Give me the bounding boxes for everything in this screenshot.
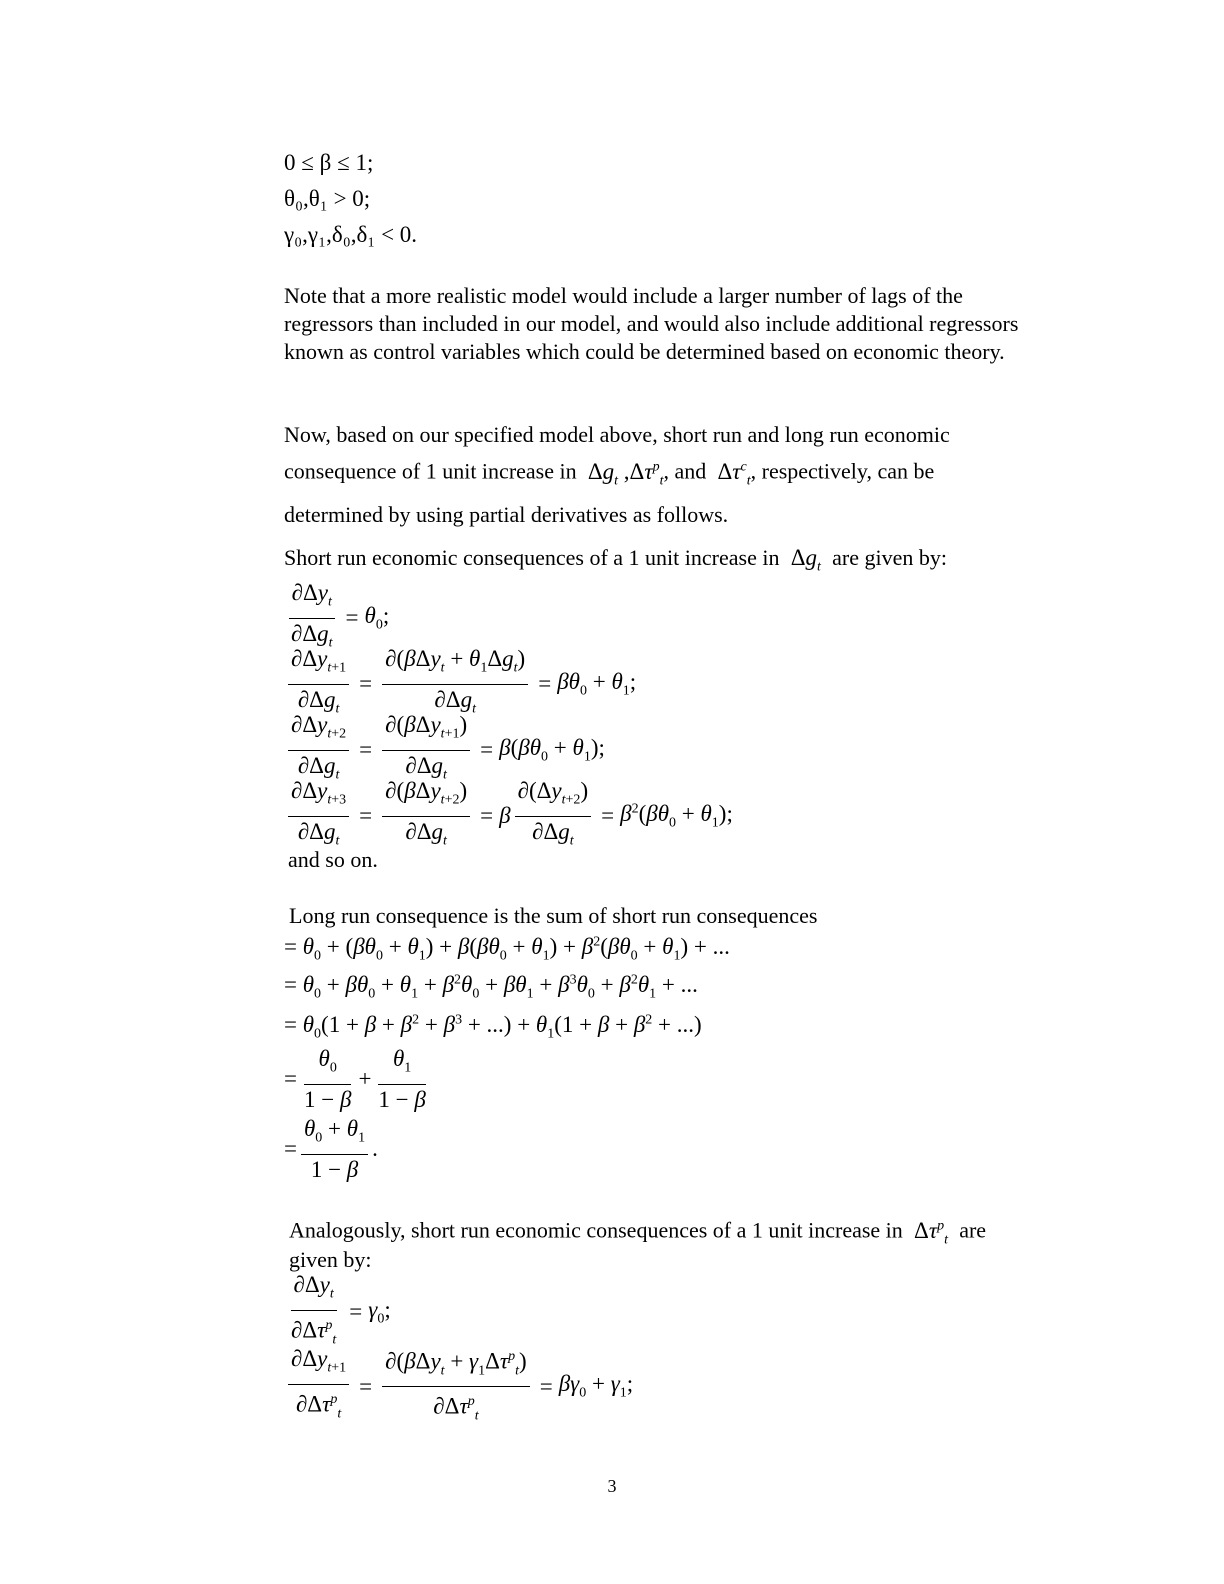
analog-intro: Analogously, short run economic consequences of a 1 unit increase in $\Delta\tau^p_t$ are	[289, 1217, 987, 1248]
constraint-gamma-delta: γ₀,γ₁,δ₀,δ₁ < 0.	[284, 222, 418, 247]
now-line-2: consequence of 1 unit increase in $\Delta g_t$ $,\Delta\tau^p_t$, and $\Delta\tau^c_t$, respectively, can be	[284, 458, 935, 489]
and-so-on: and so on.	[288, 847, 378, 872]
now-line-1: Now, based on our specified model above, short run and long run economic	[284, 422, 950, 447]
long-run-intro: Long run consequence is the sum of short run consequences	[289, 903, 818, 928]
long-run-line-2: = $\theta_0 + \beta\theta_0 + \theta_1 + \beta^2\theta_0 + \beta\theta_1 + \beta^3\theta_0 + \beta^2\theta_1$ + ...	[284, 972, 698, 1002]
short-run-g-intro: Short run economic consequences of a 1 unit increase in $\Delta g_t$ are given by:	[284, 545, 947, 575]
long-run-line-3: = $\theta_0(1 + \beta + \beta^2 + \beta^3$ + ...) + $\theta_1(1 + \beta + \beta^2$ + ...)	[284, 1012, 702, 1042]
long-run-line-4: = $\frac{\theta_0}{1 - \beta}$ + $\frac{\theta_1}{1 - \beta}$	[284, 1046, 426, 1112]
now-line-3: determined by using partial derivatives as follows.	[284, 502, 729, 528]
note-paragraph: Note that a more realistic model would include a larger number of lags of the regressors than included in our model, and would also include additional regressors known as control variables which could be determined based on economic theory.	[284, 283, 1019, 364]
constraint-beta: 0 ≤ β ≤ 1;	[284, 150, 374, 175]
equation-dy-t1-tau: $\frac{\partial\Delta y_{t+1}}{\partial\Delta\tau^p_t}$ = $\frac{\partial(\beta\Delta y_t + \gamma_1\Delta\tau^p_t)}{\partial\Delta\tau^p_t}$ = $\beta\gamma_0 + \gamma_1$;	[284, 1344, 633, 1430]
now-paragraph	[284, 421, 1044, 529]
equation-dy-t-tau: $\frac{\partial\Delta y_t}{\partial\Delta\tau^p_t}$ = $\gamma_0$;	[291, 1272, 391, 1347]
analog-line-2: given by:	[289, 1247, 372, 1272]
long-run-line-1: = $\theta_0 + (\beta\theta_0 + \theta_1) + \beta(\beta\theta_0 + \theta_1) + \beta^2(\beta\theta_0 + \theta_1)$ + ...	[284, 934, 730, 964]
long-run-line-5: = $\frac{\theta_0 + \theta_1}{1 - \beta}$ .	[284, 1116, 378, 1182]
constraint-theta: θ₀,θ₁ > 0;	[284, 186, 371, 211]
equation-dy-t1: $\frac{\partial\Delta y_{t+1}}{\partial\Delta g_t}$ = $\frac{\partial(\beta\Delta y_t + \theta_1\Delta g_t)}{\partial\Delta g_t}$ = $\beta\theta_0 + \theta_1$;	[284, 646, 636, 722]
equation-dy-t3: $\frac{\partial\Delta y_{t+3}}{\partial\Delta g_t}$ = $\frac{\partial(\beta\Delta y_{t+2})}{\partial\Delta g_t}$ = β $\frac{\partial(\Delta y_{t+2})}{\partial\Delta g_t}$ = $\beta^2(\beta\theta_0 + \theta_1)$;	[284, 778, 733, 854]
equation-dy-t2: $\frac{\partial\Delta y_{t+2}}{\partial\Delta g_t}$ = $\frac{\partial(\beta\Delta y_{t+1})}{\partial\Delta g_t}$ = $\beta(\beta\theta_0 + \theta_1)$;	[284, 712, 605, 788]
page-number: 3	[607, 1476, 617, 1496]
equation-dy-t: $\frac{\partial\Delta y_t}{\partial\Delta g_t}$ = $\theta_0$;	[284, 580, 389, 656]
